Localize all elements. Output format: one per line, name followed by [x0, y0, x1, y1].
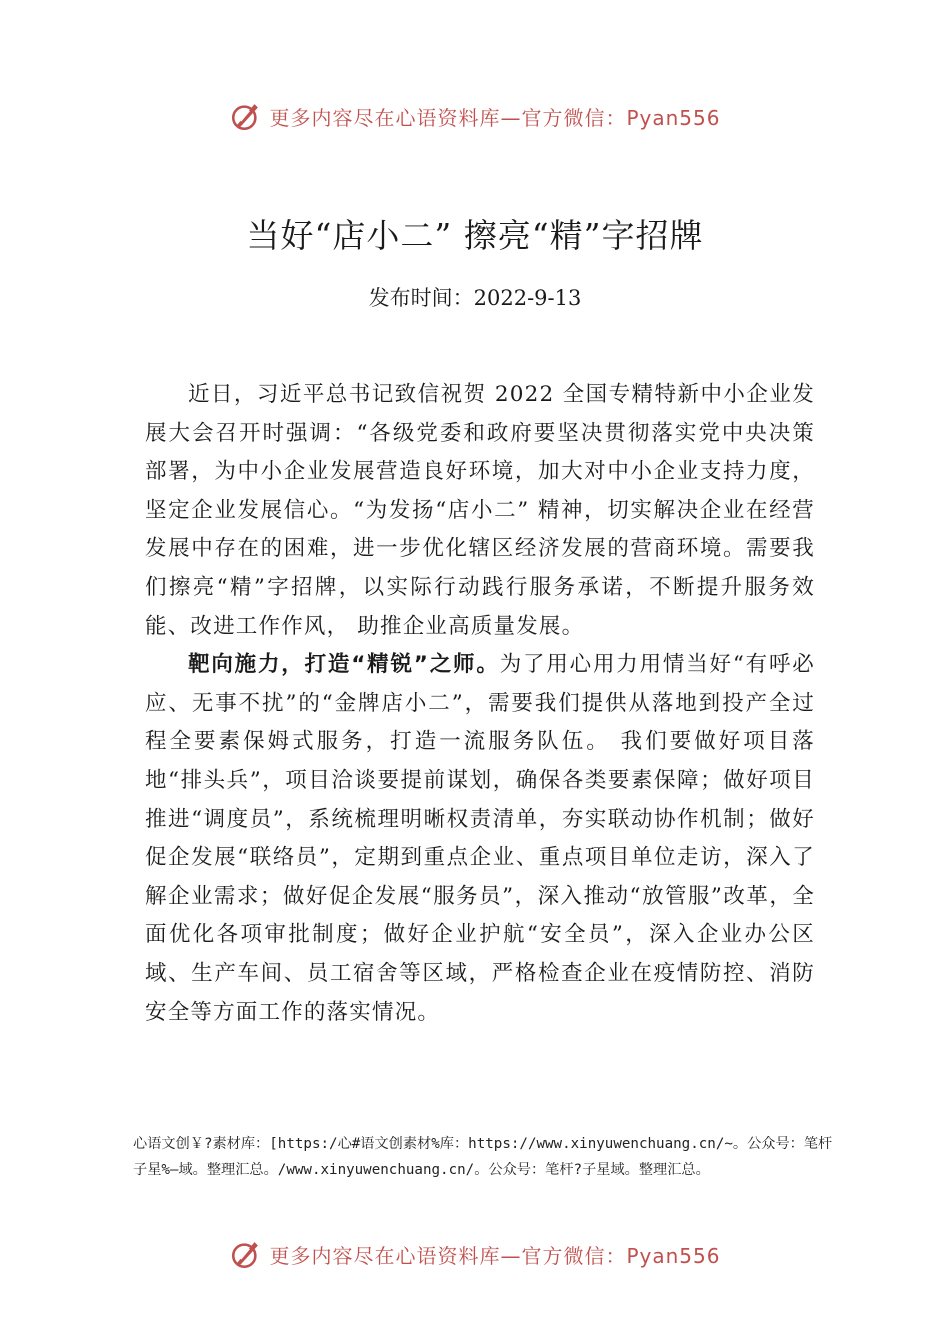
banner-text: 更多内容尽在心语资料库—官方微信：Pyan556 — [269, 1243, 721, 1268]
page-title: 当好“店小二” 擦亮“精”字招牌 — [246, 216, 704, 255]
paragraph-text: 为了用心用力用情当好“有呼必应、无事不扰”的“金牌店小二”，需要我们提供从落地到投产全过程全要素保姆式服务，打造一流服务队伍。 我们要做好项目落地“排头兵”，项目洽谈要提前谋划，确保各类要素保障；做好项目推进“调度员”，系统梳理明晰权责清单，夯实联动协作机制；做好促企发展“联络员”，定期到重点企业、重点项目单位走访，深入了解企业需求；做好促企发展“服务员”，深入推动“放管服”改革，全面优化各项审批制度；做好企业护航“安全员”，深入企业办公区域、生产车间、员工宿舍等区域，严格检查企业在疫情防控、消防安全等方面工作的落实情况。 — [145, 652, 816, 1025]
top-banner — [0, 96, 950, 136]
bottom-banner — [0, 1234, 950, 1274]
banner-text: 更多内容尽在心语资料库—官方微信：Pyan556 — [269, 105, 721, 130]
source-note: 心语文创￥?素材库：[https:/心#语文创素材%库：https://www.xinyuwenchuang.cn/~。公众号：笔杆子星%—域。整理汇总。/www.xinyuwenchuang.cn/。公众号：笔杆?子星域。整理汇总。 — [133, 1136, 833, 1178]
paragraph-lead-heading: 靶向施力，打造“精锐”之师。 — [188, 652, 500, 678]
publish-date: 发布时间：2022-9-13 — [368, 286, 582, 310]
paragraph: 近日，习近平总书记致信祝贺 2022 全国专精特新中小企业发展大会召开时强调：“各级党委和政府要坚决贯彻落实党中央决策部署，为中小企业发展营造良好环境，加大对中小企业支持力度，坚定企业发展信心。“为发扬“店小二” 精神，切实解决企业在经营发展中存在的困难，进一步优化辖区经济发展的营商环境。需要我们擦亮“精”字招牌，以实际行动践行服务承诺，不断提升服务效能、改进工作作风， 助推企业高质量发展。 — [145, 382, 815, 639]
paragraph — [145, 646, 815, 1032]
quill-seal-logo-icon — [229, 99, 263, 133]
article-body — [145, 376, 815, 1032]
quill-seal-logo-icon — [229, 1237, 263, 1271]
